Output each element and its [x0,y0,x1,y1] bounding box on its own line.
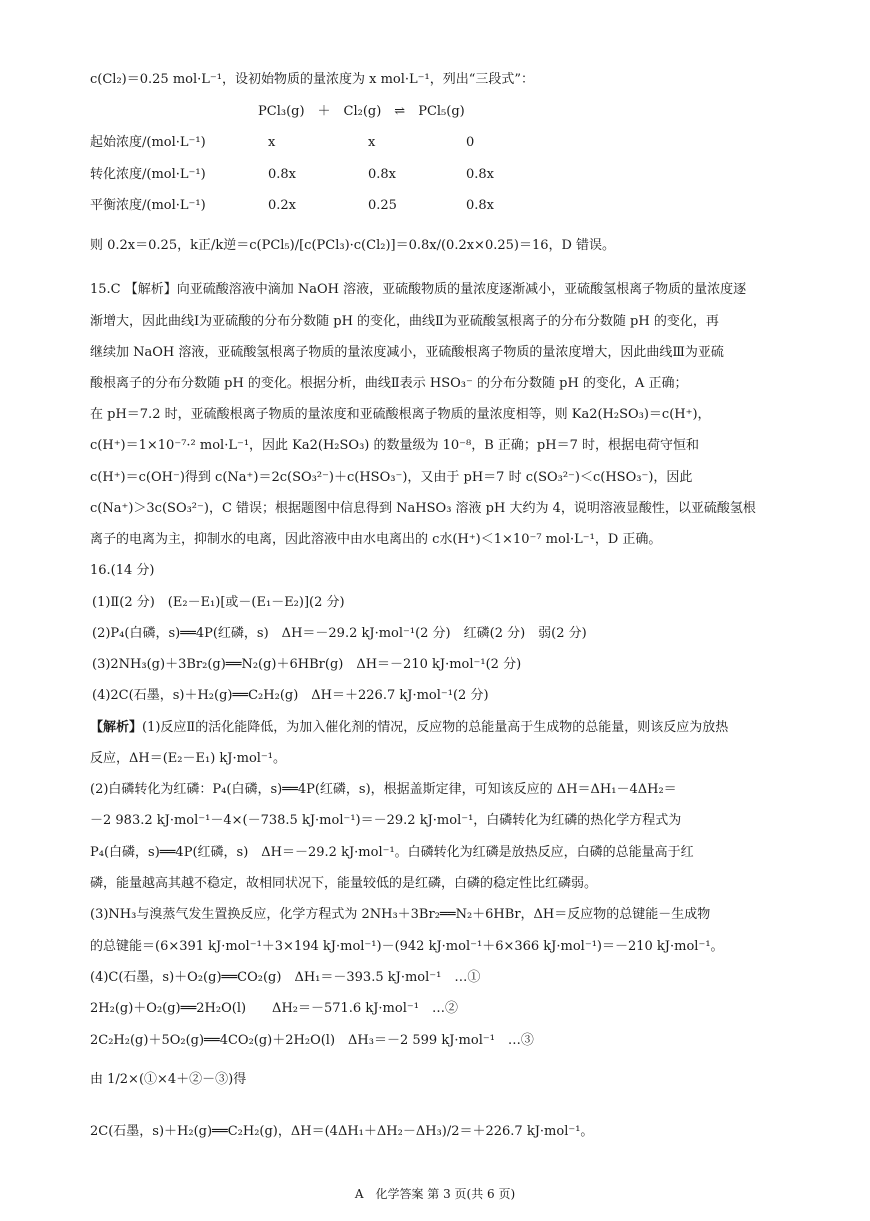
row-change-b: 0.8x [368,167,397,182]
q15-line-3: 继续加 NaOH 溶液，亚硫酸氢根离子物质的量浓度减小，亚硫酸根离子物质的量浓度增大，因此曲线Ⅲ为亚硫 [90,345,724,360]
analysis-line-1 [90,718,800,738]
analysis-line-12: 由 1/2×(①×4＋②－③)得 [90,1072,247,1087]
analysis-line-2: 反应，ΔH＝(E₂－E₁) kJ·mol⁻¹。 [90,751,287,766]
analysis-line-8: 的总键能＝(6×391 kJ·mol⁻¹＋3×194 kJ·mol⁻¹)－(942 kJ·mol⁻¹＋6×366 kJ·mol⁻¹)＝－210 kJ·mol⁻¹。 [90,939,724,954]
q15-line-4: 酸根离子的分布分数随 pH 的变化。根据分析，曲线Ⅱ表示 HSO₃⁻ 的分布分数随 pH 的变化，A 正确； [90,376,688,391]
analysis-text-1: (1)反应Ⅱ的活化能降低，为加入催化剂的情况，反应物的总能量高于生成物的总能量，则该反应为放热 [142,720,729,735]
row-change-c: 0.8x [466,167,495,182]
analysis-line-10: 2H₂(g)＋O₂(g)══2H₂O(l) ΔH₂＝－571.6 kJ·mol⁻¹ …② [90,1001,458,1016]
answer-1: (1)Ⅱ(2 分) (E₂－E₁)[或－(E₁－E₂)](2 分) [92,595,345,610]
answer-4: (4)2C(石墨，s)＋H₂(g)══C₂H₂(g) ΔH＝＋226.7 kJ·mol⁻¹(2 分) [92,688,489,703]
row-initial-label: 起始浓度/(mol·L⁻¹) [90,135,206,150]
row-change-label: 转化浓度/(mol·L⁻¹) [90,167,206,182]
row-change-a: 0.8x [268,167,297,182]
analysis-line-3: (2)白磷转化为红磷：P₄(白磷，s)══4P(红磷，s)，根据盖斯定律，可知该反应的 ΔH＝ΔH₁－4ΔH₂＝ [90,782,677,797]
answer-2: (2)P₄(白磷，s)══4P(红磷，s) ΔH＝－29.2 kJ·mol⁻¹(2 分) 红磷(2 分) 弱(2 分) [92,626,587,641]
analysis-line-4: －2 983.2 kJ·mol⁻¹－4×(－738.5 kJ·mol⁻¹)＝－29.2 kJ·mol⁻¹，白磷转化为红磷的热化学方程式为 [90,813,682,828]
analysis-line-13: 2C(石墨，s)＋H₂(g)══C₂H₂(g)，ΔH＝(4ΔH₁＋ΔH₂－ΔH₃)/2＝＋226.7 kJ·mol⁻¹。 [90,1124,594,1139]
analysis-line-9: (4)C(石墨，s)＋O₂(g)══CO₂(g) ΔH₁＝－393.5 kJ·mol⁻¹ …① [90,970,481,985]
line-ratio: 则 0.2x＝0.25，k正/k逆＝c(PCl₅)/[c(PCl₃)·c(Cl₂)]＝0.8x/(0.2x×0.25)＝16，D 错误。 [90,238,616,253]
row-equilibrium-a: 0.2x [268,198,297,213]
q15-line-1: 15.C 【解析】向亚硫酸溶液中滴加 NaOH 溶液，亚硫酸物质的量浓度逐渐减小，亚硫酸氢根离子物质的量浓度逐 [90,282,747,297]
analysis-line-7: (3)NH₃与溴蒸气发生置换反应，化学方程式为 2NH₃＋3Br₂══N₂＋6HBr，ΔH＝反应物的总键能－生成物 [90,907,711,922]
q15-line-2: 渐增大，因此曲线Ⅰ为亚硫酸的分布分数随 pH 的变化，曲线Ⅱ为亚硫酸氢根离子的分布分数随 pH 的变化，再 [90,314,719,329]
row-initial-c: 0 [466,135,475,150]
row-initial-b: x [368,135,376,150]
equilibrium-equation: PCl₃(g) ＋ Cl₂(g) ⇌ PCl₅(g) [258,104,465,119]
q16-heading: 16.(14 分) [90,563,155,578]
q15-line-6: c(H⁺)＝1×10⁻⁷·² mol·L⁻¹，因此 Ka2(H₂SO₃) 的数量级为 10⁻⁸，B 正确；pH＝7 时，根据电荷守恒和 [90,438,699,453]
row-equilibrium-b: 0.25 [368,198,397,213]
analysis-label: 【解析】 [90,720,143,735]
line-cl2: c(Cl₂)＝0.25 mol·L⁻¹，设初始物质的量浓度为 x mol·L⁻¹，列出“三段式”： [90,72,535,87]
q15-line-7: c(H⁺)＝c(OH⁻)得到 c(Na⁺)＝2c(SO₃²⁻)＋c(HSO₃⁻)，又由于 pH＝7 时 c(SO₃²⁻)＜c(HSO₃⁻)，因此 [90,470,693,485]
page-footer: A 化学答案 第 3 页(共 6 页) [354,1187,516,1201]
q15-line-5: 在 pH＝7.2 时，亚硫酸根离子物质的量浓度和亚硫酸根离子物质的量浓度相等，则 Ka2(H₂SO₃)＝c(H⁺)， [90,407,711,422]
analysis-line-6: 磷，能量越高其越不稳定，故相同状况下，能量较低的是红磷，白磷的稳定性比红磷弱。 [90,876,598,891]
q15-line-8: c(Na⁺)＞3c(SO₃²⁻)，C 错误；根据题图中信息得到 NaHSO₃ 溶液 pH 大约为 4，说明溶液显酸性，以亚硫酸氢根 [90,501,756,516]
analysis-line-11: 2C₂H₂(g)＋5O₂(g)══4CO₂(g)＋2H₂O(l) ΔH₃＝－2 599 kJ·mol⁻¹ …③ [90,1033,534,1048]
answer-3: (3)2NH₃(g)＋3Br₂(g)══N₂(g)＋6HBr(g) ΔH＝－210 kJ·mol⁻¹(2 分) [92,657,522,672]
q15-line-9: 离子的电离为主，抑制水的电离，因此溶液中由水电离出的 c水(H⁺)＜1×10⁻⁷ mol·L⁻¹，D 正确。 [90,532,662,547]
row-equilibrium-label: 平衡浓度/(mol·L⁻¹) [90,198,206,213]
analysis-line-5: P₄(白磷，s)══4P(红磷，s) ΔH＝－29.2 kJ·mol⁻¹。白磷转化为红磷是放热反应，白磷的总能量高于红 [90,845,694,860]
row-initial-a: x [268,135,276,150]
row-equilibrium-c: 0.8x [466,198,495,213]
